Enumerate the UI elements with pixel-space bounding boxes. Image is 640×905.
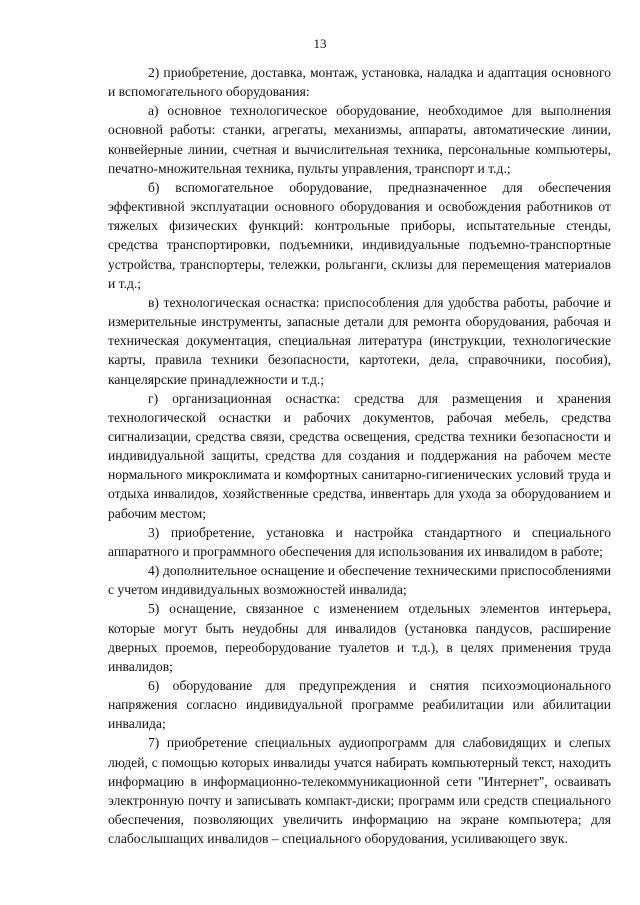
paragraph-item-5: 5) оснащение, связанное с изменением отдельных элементов интерьера, которые могут быть неудобны для инвалидов (установка пандусов, расширение дверных проемов, переоборудование туалетов и т.д.), в целях применения труда инвалидов; [108,601,611,674]
paragraph-subitem-v: в) технологическая оснастка: приспособления для удобства работы, рабочие и измерительные инструменты, запасные детали для ремонта оборудования, рабочая и техническая документация, специальная литература (инструкции, технологические карты, правила техники безопасности, картотеки, дела, справочники, пособия), канцелярские принадлежности и т.д.; [108,294,611,387]
document-body [108,63,611,848]
paragraph-subitem-a: а) основное технологическое оборудование, необходимое для выполнения основной работы: станки, агрегаты, механизмы, аппараты, автоматические линии, конвейерные линии, счетная и вычислительная техника, персональные компьютеры, печатно-множительная техника, пульты управления, транспорт и т.д.; [108,103,611,176]
paragraph-item-7: 7) приобретение специальных аудиопрограмм для слабовидящих и слепых людей, с помощью которых инвалиды учатся набирать компьютерный текст, находить информацию в информационно-телекоммуникационной сети "Интернет", осваивать электронную почту и записывать компакт-диски; программ или средств специального обеспечения, позволяющих увеличить информацию на экране компьютера; для слабослышащих инвалидов – специального оборудования, усиливающего звук. [108,735,611,847]
paragraph-item-4: 4) дополнительное оснащение и обеспечение техническими приспособлениями с учетом индивидуальных возможностей инвалида; [108,563,611,598]
paragraph-item-6: 6) оборудование для предупреждения и снятия психоэмоционального напряжения согласно индивидуальной программе реабилитации или абилитации инвалида; [108,678,611,732]
paragraph-item-3: 3) приобретение, установка и настройка стандартного и специального аппаратного и программного обеспечения для использования их инвалидом в работе; [108,524,611,559]
page-number: 13 [313,36,327,51]
paragraph-subitem-g: г) организационная оснастка: средства для размещения и хранения технологической оснастки и рабочих документов, рабочая мебель, средства сигнализации, средства связи, средства освещения, средства техники безопасности и индивидуальной защиты, средства для создания и поддержания на рабочем месте нормального микроклимата и комфортных санитарно-гигиенических условий труда и отдыха инвалидов, хозяйственные средства, инвентарь для ухода за оборудованием и рабочим местом; [108,390,611,521]
paragraph-item-2: 2) приобретение, доставка, монтаж, установка, наладка и адаптация основного и вспомогательного оборудования: [108,65,611,100]
paragraph-subitem-b: б) вспомогательное оборудование, предназначенное для обеспечения эффективной эксплуатации основного оборудования и освобождения работников от тяжелых физических функций: контрольные приборы, испытательные стенды, средства транспортировки, подъемники, индивидуальные подъемно-транспортные устройства, транспортеры, тележки, рольганги, склизы для перемещения материалов и т.д.; [108,179,611,291]
